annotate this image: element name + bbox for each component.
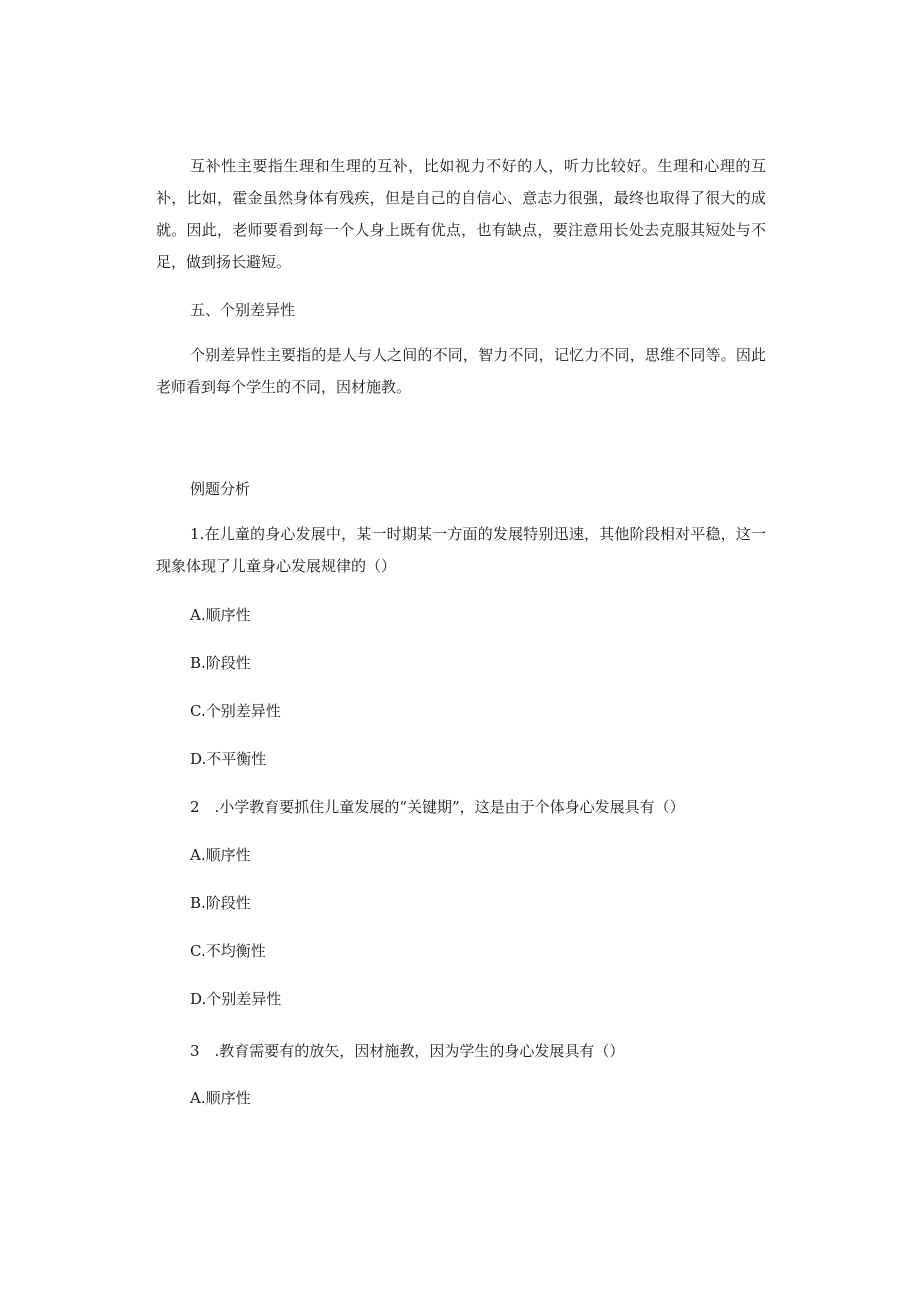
- question-2-option-b: B.阶段性: [190, 894, 251, 912]
- question-2-option-d: D.个别差异性: [190, 990, 282, 1008]
- section-paragraph: 个别差异性主要指的是人与人之间的不同，智力不同，记忆力不同，思维不同等。因此老师看到每个学生的不同，因材施教。: [156, 346, 766, 396]
- question-1-option-b: B.阶段性: [190, 654, 251, 672]
- question-2-option-c: C.不均衡性: [190, 942, 266, 960]
- section-heading: 五、个别差异性: [190, 301, 296, 319]
- question-1-stem: 1.在儿童的身心发展中，某一时期某一方面的发展特别迅速，其他阶段相对平稳，这一现象体现了儿童身心发展规律的（）: [156, 525, 766, 575]
- question-2-stem: 2 .小学教育要抓住儿童发展的“关键期”，这是由于个体身心发展具有（）: [190, 798, 685, 816]
- question-1-option-a: A.顺序性: [190, 606, 251, 624]
- question-3-stem: 3 .教育需要有的放矢，因材施教，因为学生的身心发展具有（）: [190, 1042, 625, 1060]
- question-1-option-d: D.不平衡性: [190, 750, 267, 768]
- examples-heading: 例题分析: [190, 480, 251, 498]
- question-2-option-a: A.顺序性: [190, 846, 251, 864]
- intro-paragraph: 互补性主要指生理和生理的互补，比如视力不好的人，听力比较好。生理和心理的互补，比如，霍金虽然身体有残疾，但是自己的自信心、意志力很强，最终也取得了很大的成就。因此，老师要看到每一个人身上既有优点，也有缺点，要注意用长处去克服其短处与不足，做到扬长避短。: [156, 157, 766, 271]
- question-3-option-a: A.顺序性: [190, 1089, 251, 1107]
- question-1-option-c: C.个别差异性: [190, 702, 281, 720]
